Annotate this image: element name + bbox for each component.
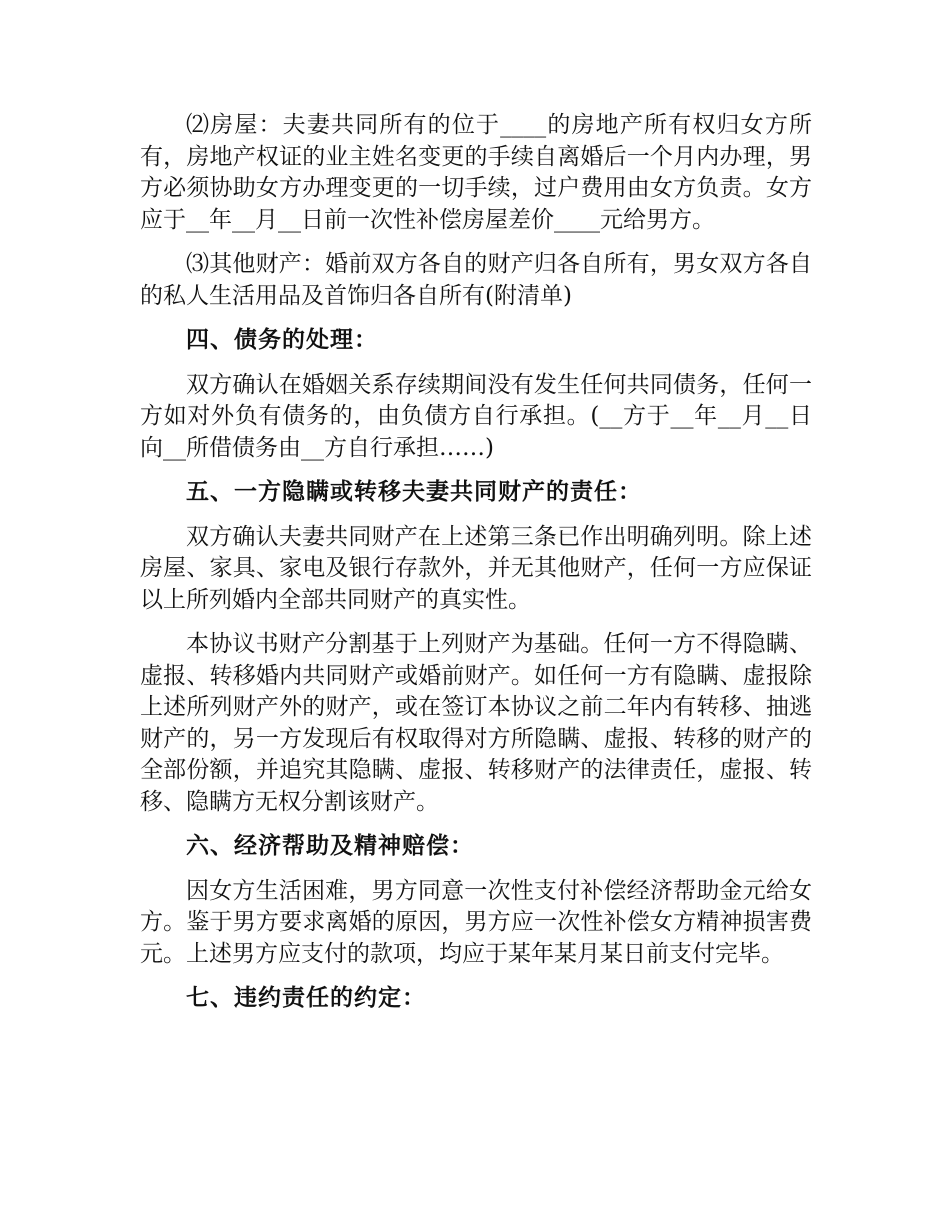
heading-debt: 四、债务的处理： (186, 327, 378, 353)
heading-compensation: 六、经济帮助及精神赔偿： (186, 833, 474, 859)
heading-breach: 七、违约责任的约定： (186, 985, 426, 1011)
paragraph-other-property: ⑶其他财产：婚前双方各自的财产归各自所有，男女双方各自的私人生活用品及首饰归各自所有(附清单) (140, 251, 812, 309)
paragraph-confirm-property: 双方确认夫妻共同财产在上述第三条已作出明确列明。除上述房屋、家具、家电及银行存款外，并无其他财产，任何一方应保证以上所列婚内全部共同财产的真实性。 (140, 523, 812, 613)
paragraph-house: ⑵房屋：夫妻共同所有的位于____的房地产所有权归女方所有，房地产权证的业主姓名变更的手续自离婚后一个月内办理，男方必须协助女方办理变更的一切手续，过户费用由女方负责。女方应于__年__月__日前一次性补偿房屋差价____元给男方。 (140, 112, 812, 233)
paragraph-compensation: 因女方生活困难，男方同意一次性支付补偿经济帮助金元给女方。鉴于男方要求离婚的原因，男方应一次性补偿女方精神损害费元。上述男方应支付的款项，均应于某年某月某日前支付完毕。 (140, 877, 812, 967)
document-page (140, 110, 812, 1028)
paragraph-division-basis: 本协议书财产分割基于上列财产为基础。任何一方不得隐瞒、虚报、转移婚内共同财产或婚前财产。如任何一方有隐瞒、虚报除上述所列财产外的财产，或在签订本协议之前二年内有转移、抽逃财产的，另一方发现后有权取得对方所隐瞒、虚报、转移的财产的全部份额，并追究其隐瞒、虚报、转移财产的法律责任，虚报、转移、隐瞒方无权分割该财产。 (140, 631, 812, 815)
heading-concealment: 五、一方隐瞒或转移夫妻共同财产的责任： (186, 479, 642, 505)
paragraph-debt: 双方确认在婚姻关系存续期间没有发生任何共同债务，任何一方如对外负有债务的，由负债方自行承担。(__方于__年__月__日向__所借债务由__方自行承担……) (140, 371, 812, 461)
